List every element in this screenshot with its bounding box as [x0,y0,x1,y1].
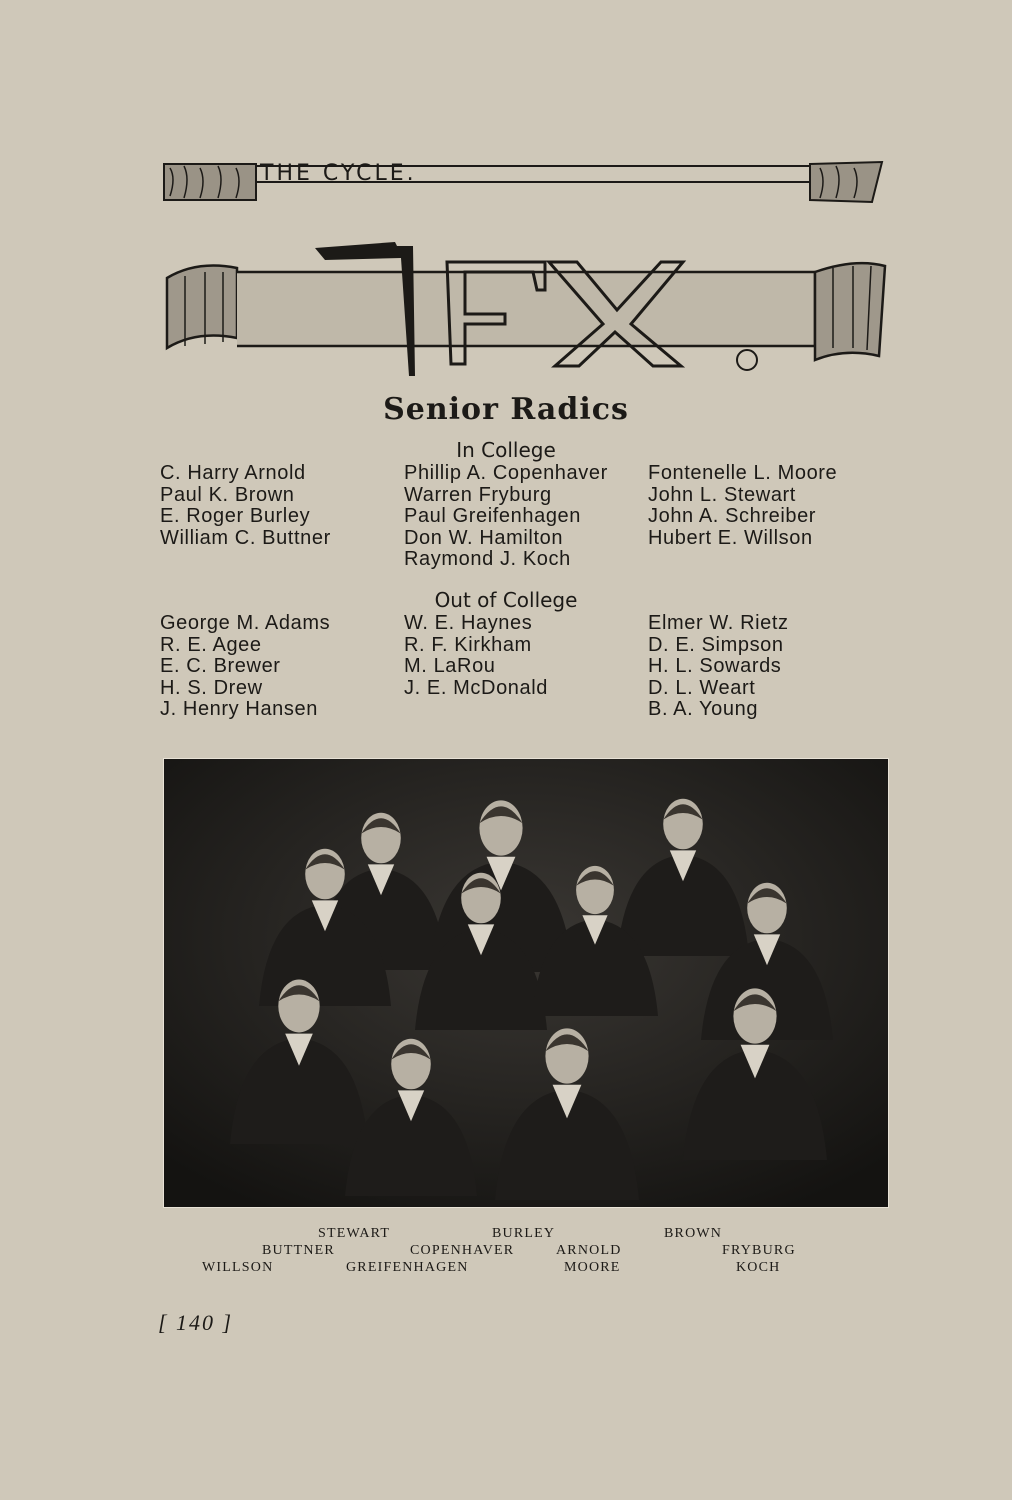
member-name: E. C. Brewer [160,655,281,678]
member-name: W. E. Haynes [404,612,533,634]
member-name: J. E. McDonald [404,676,549,699]
member-name: Hubert E. Willson [648,526,813,549]
caption-name: BURLEY [492,1226,556,1241]
out-of-college-column-2 [404,613,548,699]
member-name: C. Harry Arnold [160,462,306,484]
member-name: H. S. Drew [160,676,263,699]
member-name: John A. Schreiber [648,505,817,528]
caption-name: MOORE [564,1260,621,1275]
member-name: Phillip A. Copenhaver [404,462,608,484]
monogram-icon [737,350,757,370]
member-name: Raymond J. Koch [404,548,571,571]
out-of-college-column-3 [648,613,789,721]
caption-name: ARNOLD [556,1243,622,1258]
cycle-banner [160,160,886,206]
member-name: R. E. Agee [160,633,262,656]
group-photograph [163,758,889,1208]
out-of-college-column-1 [160,613,330,721]
member-name: Warren Fryburg [404,483,552,506]
member-name: Don W. Hamilton [404,526,564,549]
member-name: J. Henry Hansen [160,698,318,721]
caption-row-2 [0,1243,1012,1261]
member-name: D. E. Simpson [648,633,784,656]
caption-row-1 [0,1226,1012,1244]
member-name: Fontenelle L. Moore [648,462,838,484]
member-name: R. F. Kirkham [404,633,532,656]
member-name: H. L. Sowards [648,655,782,678]
in-college-column-2 [404,463,608,571]
caption-name: BUTTNER [262,1243,335,1258]
caption-name: KOCH [736,1260,781,1275]
caption-name: FRYBURG [722,1243,796,1258]
out-of-college-label: Out of College [434,588,578,612]
page-number: [ 140 ] [158,1310,234,1335]
in-college-column-3 [648,463,837,549]
in-college-column-1 [160,463,331,549]
member-name: William C. Buttner [160,526,331,549]
member-name: Elmer W. Rietz [648,612,789,634]
member-name: George M. Adams [160,612,331,634]
member-name: D. L. Weart [648,676,756,699]
member-name: Paul Greifenhagen [404,505,581,528]
caption-name: STEWART [318,1226,391,1241]
member-name: Paul K. Brown [160,483,295,506]
caption-name: WILLSON [202,1260,274,1275]
caption-row-3 [0,1260,1012,1278]
member-name: E. Roger Burley [160,505,311,528]
caption-name: COPENHAVER [410,1243,515,1258]
page-title: Senior Radics [383,392,629,427]
caption-name: BROWN [664,1226,723,1241]
member-name: John L. Stewart [648,483,796,506]
member-name: B. A. Young [648,698,759,721]
caption-name: GREIFENHAGEN [346,1260,469,1275]
in-college-label: In College [456,438,556,462]
member-name: M. LaRou [404,655,496,678]
fraternity-emblem-banner [165,228,891,384]
banner-title: THE CYCLE. [260,161,417,186]
